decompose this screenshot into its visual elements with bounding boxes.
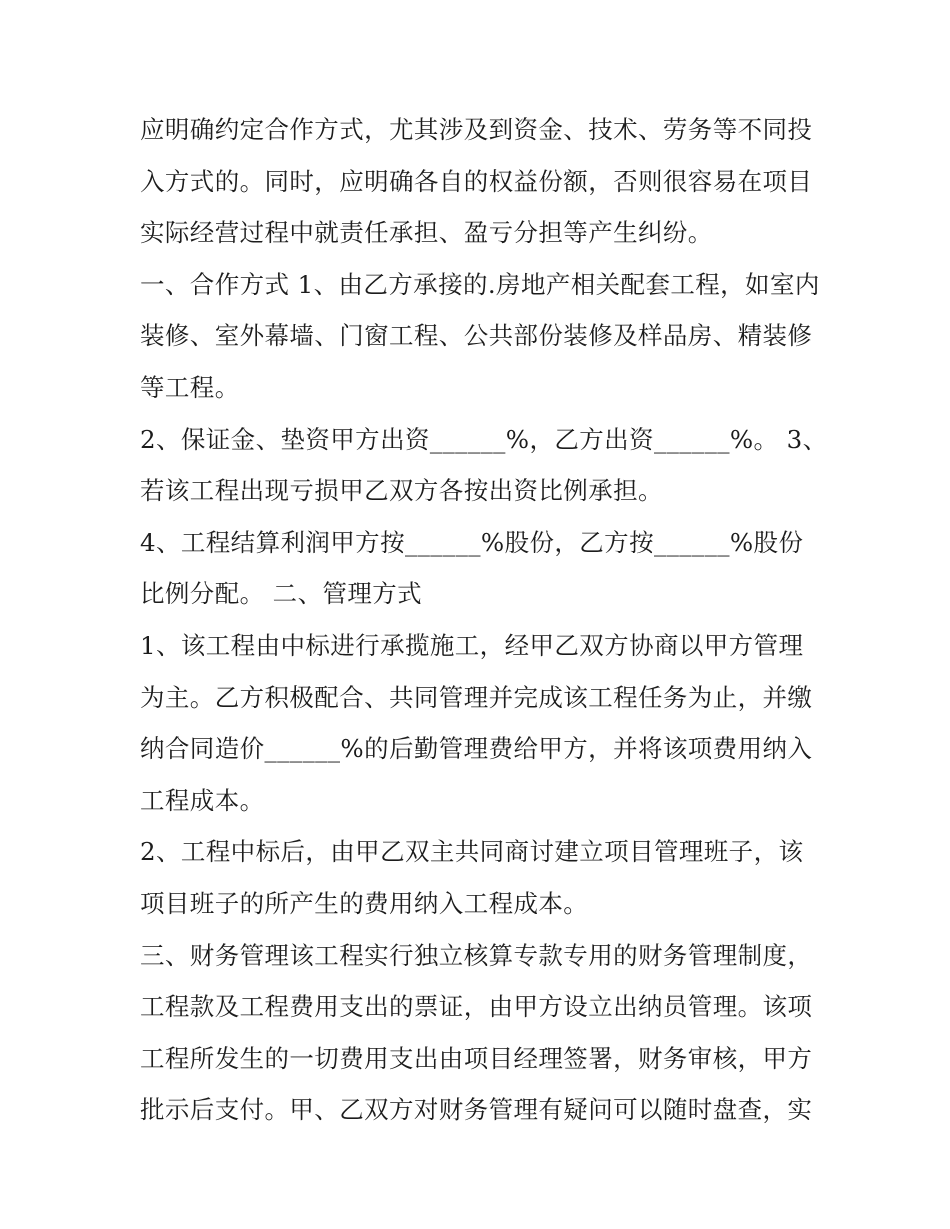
text-line: 4、工程结算利润甲方按______%股份，乙方按______%股份 bbox=[140, 527, 804, 557]
text-line: 等工程。 bbox=[140, 372, 240, 402]
text-line: 为主。乙方积极配合、共同管理并完成该工程任务为止，并缴 bbox=[140, 682, 813, 712]
text-line: 实际经营过程中就责任承担、盈亏分担等产生纠纷。 bbox=[140, 218, 713, 248]
text-line: 入方式的。同时，应明确各自的权益份额，否则很容易在项目 bbox=[140, 166, 813, 196]
text-line: 1、该工程由中标进行承揽施工，经甲乙双方协商以甲方管理 bbox=[140, 630, 804, 660]
text-line: 工程所发生的一切费用支出由项目经理签署，财务审核，甲方 bbox=[140, 1043, 813, 1073]
text-line: 2、保证金、垫资甲方出资______%，乙方出资______%。 3、 bbox=[140, 424, 828, 454]
document-body bbox=[140, 104, 828, 1136]
text-line: 项目班子的所产生的费用纳入工程成本。 bbox=[140, 888, 589, 918]
text-line: 比例分配。 二、管理方式 bbox=[140, 579, 423, 609]
text-line: 批示后支付。甲、乙双方对财务管理有疑问可以随时盘查，实 bbox=[140, 1095, 813, 1125]
text-line: 若该工程出现亏损甲乙双方各按出资比例承担。 bbox=[140, 476, 663, 506]
text-line: 一、合作方式 1、由乙方承接的.房地产相关配套工程，如室内 bbox=[140, 269, 820, 299]
text-line: 应明确约定合作方式，尤其涉及到资金、技术、劳务等不同投 bbox=[140, 115, 813, 144]
text-line: 装修、室外幕墙、门窗工程、公共部份装修及样品房、精装修 bbox=[140, 321, 813, 351]
text-line: 工程款及工程费用支出的票证，由甲方设立出纳员管理。该项 bbox=[140, 992, 813, 1022]
text-line: 三、财务管理该工程实行独立核算专款专用的财务管理制度， bbox=[140, 940, 813, 970]
text-line: 工程成本。 bbox=[140, 785, 265, 815]
text-line: 2、工程中标后，由甲乙双主共同商讨建立项目管理班子，该 bbox=[140, 837, 804, 867]
text-line: 纳合同造价______%的后勤管理费给甲方，并将该项费用纳入 bbox=[140, 734, 813, 764]
